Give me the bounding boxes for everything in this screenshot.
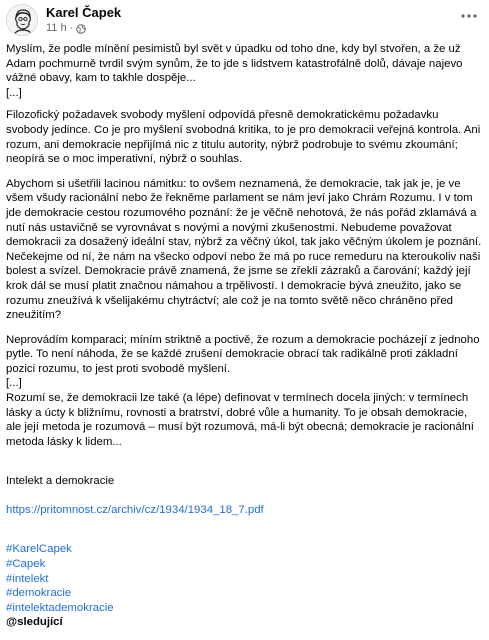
post-paragraph-4: Neprovádím komparaci; míním striktně a poctivě, že rozum a demokracie pocházejí z jednoho pytle. To není náhoda, že se každé zrušení demokracie obrací tak radikálně proti základní pozici rozumu, to jest proti svobodě myšlení. [...] Rozumí se, že demokracii lze také (a lépe) definovat v termínech docela jiných: v termínech lásky a úcty k bližnímu, rovnosti a bratrství, dobré vůle a humanity. To je obsah demokracie, ale její metoda je rozumová – musí být rozumová, má-li být obecná; demokracie je racionální metoda lásky k lidem... <box>6 333 480 448</box>
meta-separator: · <box>69 22 74 34</box>
post-meta <box>46 22 86 35</box>
post-paragraph-3: Abychom si ušetřili lacinou námitku: to ovšem neznamená, že demokracie, tak jak je, je ve všem všudy racionální nebo že řekněme parlament se nám jeví jako Chrám Rozumu. I v tom jde demokracie cestou rozumového poznání: že je věčně nehotová, že nás pořád zklamává a nutí nás ustavičně se vyrovnávat s novými a novými zkušenostmi. Nebudeme považovat demokracii za dosažený ideální stav, nýbrž za věčný úkol, tak jako věčným úkolem je poznání. Nečekejme od ní, že nám na všecko odpoví nebo že má po ruce remeduru na kteroukoliv naši bolest a svízel. Demokracie právě znamená, že jsme se zřekli zázraků a čarování; každý její krok dál se musí platit značnou námahou a trpělivostí. I demokracie bývá zneužito, jako se rozumu zneužívá k všelijakému chytráctví; ale což je na tomto světě něco chráněno před zneužitím? <box>6 177 482 322</box>
hashtag-intelektademokracie[interactable]: #intelektademokracie <box>6 601 114 614</box>
more-options-button[interactable] <box>459 9 479 23</box>
post-content <box>6 42 484 640</box>
globe-icon[interactable] <box>76 24 86 34</box>
post-paragraph-1: Myslím, že podle mínění pesimistů byl svět v úpadku od toho dne, kdy byl stvořen, a že už Adam pochmurně tvrdil svým synům, že to jde s lidstvem katastrofálně dolů, dávaje najevo vážné obavy, kam to takhle dospěje... [...] <box>6 43 463 99</box>
ellipsis-icon <box>461 14 477 18</box>
author-name[interactable]: Karel Čapek <box>46 5 122 20</box>
mention-followers[interactable]: @sledující <box>6 616 63 629</box>
post-time[interactable]: 11 h <box>46 22 67 34</box>
hashtag-line <box>6 528 484 630</box>
hashtag-karelcapek[interactable]: #KarelCapek <box>6 543 72 556</box>
author-avatar[interactable] <box>6 4 38 36</box>
hashtag-demokracie[interactable]: #demokracie <box>6 587 72 600</box>
source-link[interactable]: https://pritomnost.cz/archiv/cz/1934/1934_18_7.pdf <box>6 504 264 517</box>
source-title: Intelekt a demokracie <box>6 475 115 488</box>
hashtag-capek[interactable]: #Capek <box>6 558 46 570</box>
author-portrait-icon <box>7 5 38 36</box>
post-paragraph-2: Filozofický požadavek svobody myšlení odpovídá přesně demokratickému požadavku svobody jedince. Co je pro myšlení svobodná kritika, to je pro demokracii veřejná kontrola. Ani rozum, ani demokracie nepřijímá nic z titulu autority, nýbrž podrobuje to svému zkoumání; neopírá se o moc imperativní, nýbrž o souhlas. <box>6 109 481 166</box>
hashtag-intelekt[interactable]: #intelekt <box>6 572 49 585</box>
